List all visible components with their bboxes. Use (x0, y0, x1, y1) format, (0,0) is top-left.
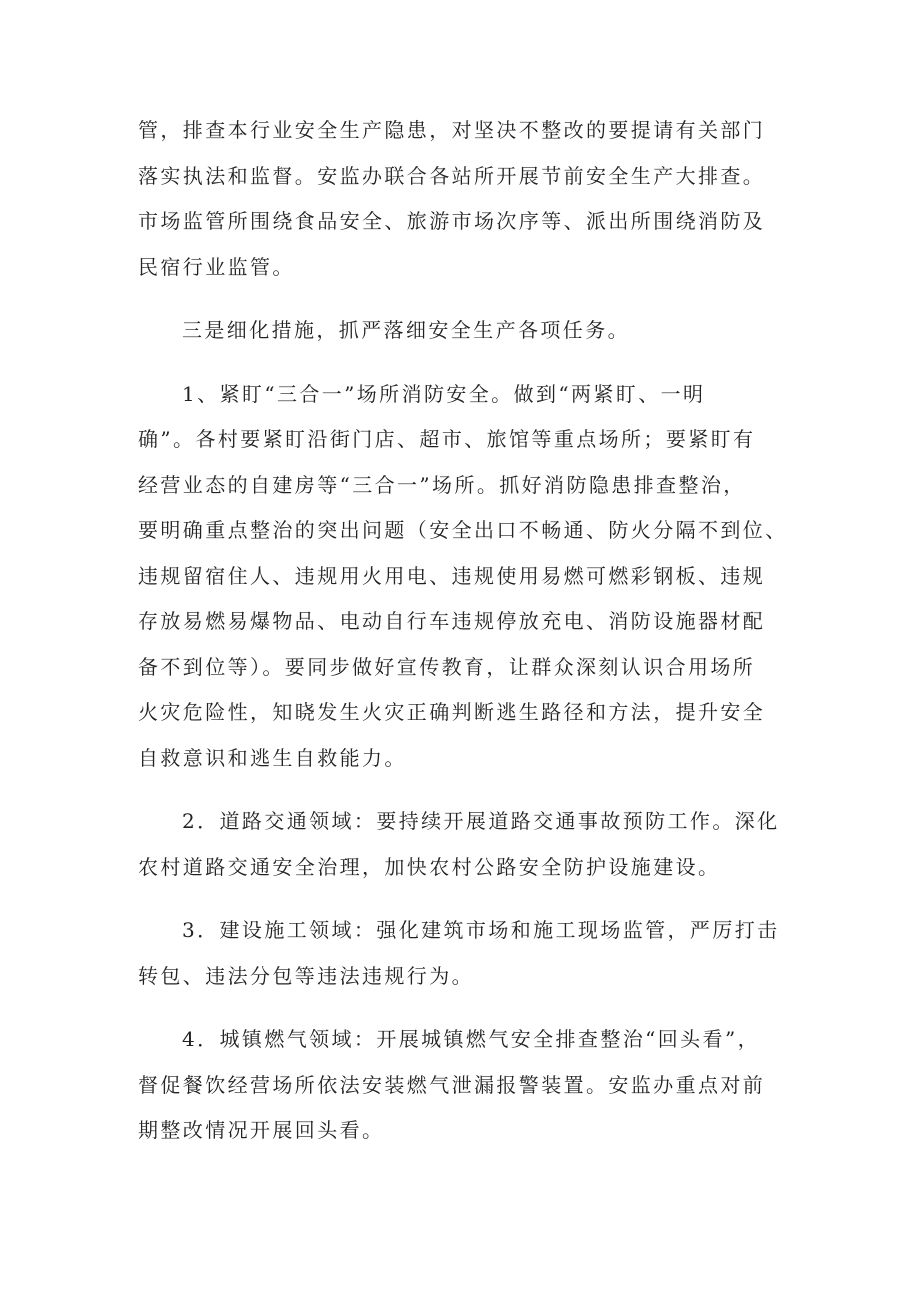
text-line: 民宿行业监管。 (138, 254, 295, 279)
paragraph-item-2-road-traffic (138, 799, 814, 890)
text-line: 火灾危险性，知晓发生火灾正确判断逃生路径和方法，提升安全 (138, 700, 766, 724)
text-line: 转包、违法分包等违法违规行为。 (138, 963, 474, 988)
paragraph-intro-continued (138, 108, 814, 290)
text-line: 要明确重点整治的突出问题（安全出口不畅通、防火分隔不到位、 (138, 518, 788, 542)
text-line: 管，排查本行业安全生产隐患，对坚决不整改的要提请有关部门 (138, 118, 766, 142)
text-line: 督促餐饮经营场所依法安装燃气泄漏报警装置。安监办重点对前 (138, 1072, 766, 1097)
text-line: 4．城镇燃气领域：开展城镇燃气安全排查整治“回头看”， (182, 1027, 760, 1051)
text-line: 市场监管所围绕食品安全、旅游市场次序等、派出所围绕消防及 (138, 209, 766, 233)
paragraph-item-1-fire-safety (138, 372, 814, 782)
text-line: 自救意识和逃生自救能力。 (138, 745, 407, 770)
text-line: 期整改情况开展回头看。 (138, 1118, 385, 1142)
text-line: 违规留宿住人、违规用火用电、违规使用易燃可燃彩钢板、违规 (138, 563, 766, 588)
text-line: 落实执法和监督。安监办联合各站所开展节前安全生产大排查。 (138, 163, 766, 188)
text-line: 备不到位等）。要同步做好宣传教育，让群众深刻认识合用场所 (138, 654, 756, 679)
document-body (138, 108, 814, 1154)
text-line: 确”。各村要紧盯沿街门店、超市、旅馆等重点场所；要紧盯有 (138, 427, 756, 451)
text-line: 农村道路交通安全治理，加快农村公路安全防护设施建设。 (138, 854, 721, 879)
text-line: 2．道路交通领域：要持续开展道路交通事故预防工作。深化 (182, 809, 780, 833)
text-line: 3．建设施工领域：强化建筑市场和施工现场监管，严厉打击 (182, 918, 780, 942)
text-line: 存放易燃易爆物品、电动自行车违规停放充电、消防设施器材配 (138, 609, 766, 633)
section-heading: 三是细化措施，抓严落细安全生产各项任务。 (182, 318, 630, 342)
text-line: 经营业态的自建房等“三合一”场所。抓好消防隐患排查整治， (138, 472, 746, 497)
paragraph-item-3-construction (138, 908, 814, 999)
paragraph-item-4-gas (138, 1017, 814, 1154)
paragraph-section-three-heading (138, 308, 814, 354)
text-line: 1、紧盯“三合一”场所消防安全。做到“两紧盯、一明 (182, 381, 706, 406)
